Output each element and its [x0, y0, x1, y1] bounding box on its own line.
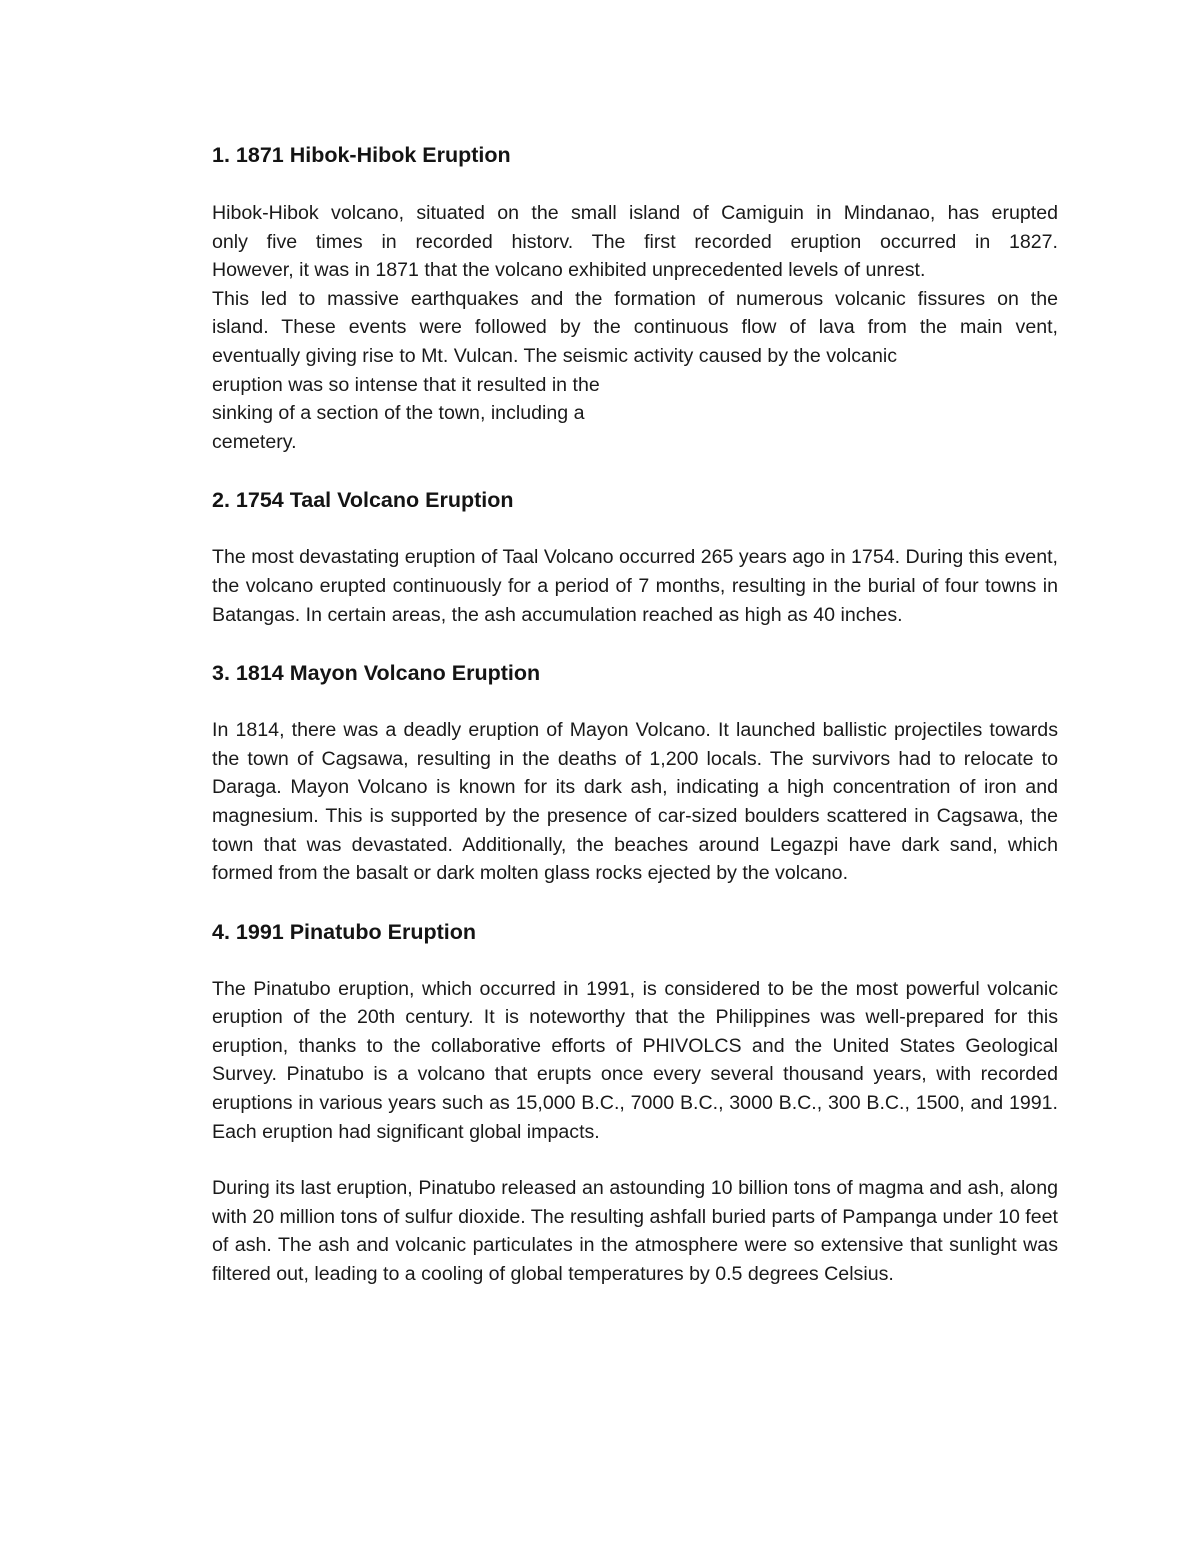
section-3-paragraph: In 1814, there was a deadly eruption of Mayon Volcano. It launched ballistic projectiles towards the town of Cagsawa, resulting in the deaths of 1,200 locals. The survivors had to relocate to Daraga. Mayon Volcano is known for its dark ash, indicating a high concentration of iron and magnesium. This is supported by the presence of car-sized boulders scattered in Cagsawa, the town that was devastated. Additionally, the beaches around Legazpi have dark sand, which formed from the basalt or dark molten glass rocks ejected by the volcano. — [212, 719, 1058, 885]
section-2-heading: 2. 1754 Taal Volcano Eruption — [212, 488, 514, 513]
section-1-line-7: eruption was so intense that it resulted in the — [212, 373, 600, 396]
section-1-line-2: only five times in recorded historv. The first recorded eruption occurred in 1827. — [212, 230, 1058, 253]
section-1-line-4: This led to massive earthquakes and the formation of numerous volcanic fissures on the — [212, 287, 1058, 310]
section-1-line-9: cemetery. — [212, 430, 297, 453]
section-1-line-3: However, it was in 1871 that the volcano exhibited unprecedented levels of unrest. — [212, 259, 926, 282]
section-4-paragraph-1: The Pinatubo eruption, which occurred in 1991, is considered to be the most powerful volcanic eruption of the 20th century. It is noteworthy that the Philippines was well-prepared for this eruption, thanks to the collaborative efforts of PHIVOLCS and the United States Geological Survey. Pinatubo is a volcano that erupts once every several thousand years, with recorded eruptions in various years such as 15,000 B.C., 7000 B.C., 3000 B.C., 300 B.C., 1500, and 1991. Each eruption had significant global impacts. — [212, 977, 1058, 1143]
section-1-line-8: sinking of a section of the town, including a — [212, 402, 585, 425]
section-1-line-6: eventually giving rise to Mt. Vulcan. The seismic activity caused by the volcanic — [212, 344, 898, 367]
section-1-body — [212, 199, 1058, 456]
document-page — [212, 140, 1058, 1289]
section-2-paragraph: The most devastating eruption of Taal Volcano occurred 265 years ago in 1754. During this event, the volcano erupted continuously for a period of 7 months, resulting in the burial of four towns in Batangas. In certain areas, the ash accumulation reached as high as 40 inches. — [212, 546, 1058, 626]
section-4-heading: 4. 1991 Pinatubo Eruption — [212, 919, 477, 944]
section-1-line-1: Hibok-Hibok volcano, situated on the small island of Camiguin in Mindanao, has erupted — [212, 202, 1058, 224]
section-1-heading: 1. 1871 Hibok-Hibok Eruption — [212, 143, 511, 167]
section-4-paragraph-2: During its last eruption, Pinatubo released an astounding 10 billion tons of magma and ash, along with 20 million tons of sulfur dioxide. The resulting ashfall buried parts of Pampanga under 10 feet of ash. The ash and volcanic particulates in the atmosphere were so extensive that sunlight was filtered out, leading to a cooling of global temperatures by 0.5 degrees Celsius. — [212, 1177, 1058, 1286]
section-1-line-5: island. These events were followed by the continuous flow of lava from the main vent, — [212, 316, 1058, 339]
section-3-heading: 3. 1814 Mayon Volcano Eruption — [212, 661, 541, 686]
